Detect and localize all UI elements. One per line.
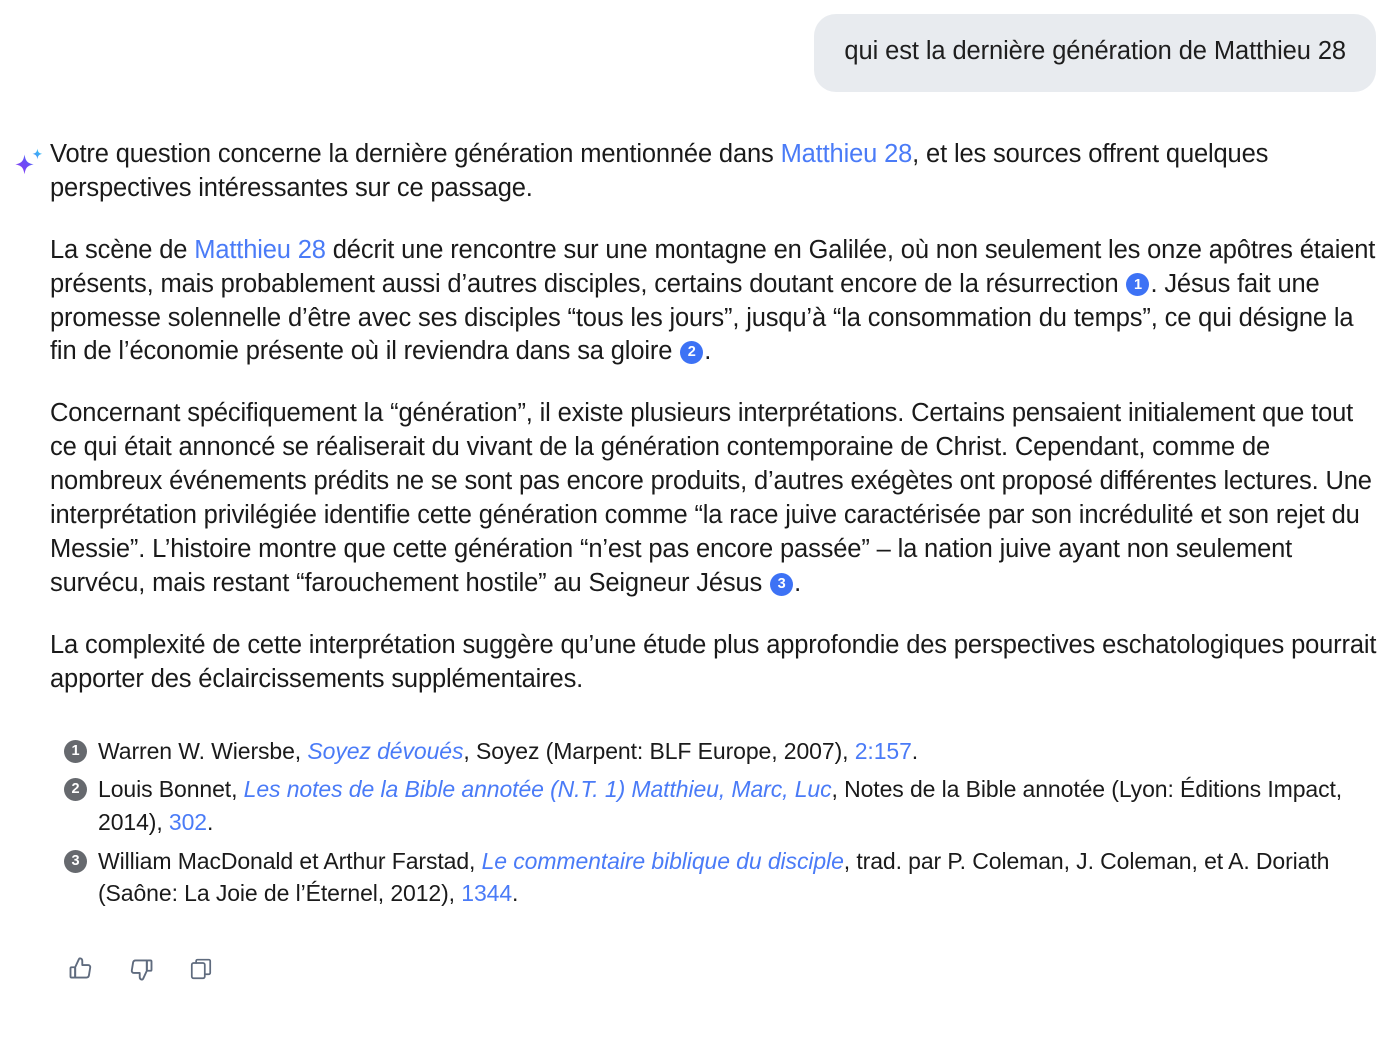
footnote-title-link[interactable]: Les notes de la Bible annotée (N.T. 1) Matthieu, Marc, Luc [243,776,832,803]
user-message-text: qui est la dernière génération de Matthieu 28 [844,37,1346,65]
footnote-text: . [911,737,919,764]
paragraph-link[interactable]: Matthieu 28 [780,139,913,168]
user-message-row [0,0,1398,92]
footnote-list [50,735,1380,910]
paragraph-text: . Jésus fait une promesse solennelle d’être avec ses disciples “tous les jours”, jusqu’à “la consommation du temps”, ce qui désigne la fin de l’économie présente où il reviendra dans sa gloire [50,269,1354,366]
inline-citation-3[interactable]: 3 [770,573,793,596]
footnote-text: . [206,808,214,835]
sparkle-icon [12,146,46,180]
copy-button[interactable] [184,952,218,986]
footnote-title-link[interactable]: Le commentaire biblique du disciple [481,847,844,874]
footnote-item [50,773,1380,838]
answer-paragraph [50,397,1380,600]
footnote-badge-1[interactable]: 1 [64,740,87,763]
paragraph-text: , et les sources offrent quelques perspectives intéressantes sur ce passage. [50,139,1269,202]
paragraph-link[interactable]: Matthieu 28 [194,235,326,264]
thumbs-down-icon [127,955,155,983]
footnote-link[interactable]: 2:157 [854,737,912,764]
answer-paragraphs [50,138,1380,697]
footnote-text: . [512,880,519,907]
assistant-answer-body [50,138,1380,986]
copy-icon [188,956,214,982]
paragraph-text: Votre question concerne la dernière génération mentionnée dans [50,139,781,168]
answer-paragraph [50,629,1380,697]
paragraph-text: . [704,337,712,366]
footnote-badge-2[interactable]: 2 [64,778,87,801]
footnote-title-link[interactable]: Soyez dévoués [307,737,464,764]
assistant-message-row [0,92,1398,986]
footnote-text: , Notes de la Bible annotée (Lyon: Éditions Impact, 2014), [98,776,1343,835]
footnote-text: Warren W. Wiersbe, [98,737,308,764]
thumbs-up-icon [67,955,95,983]
footnote-text: , trad. par P. Coleman, J. Coleman, et A. Doriath (Saône: La Joie de l’Éternel, 2012), [98,847,1330,907]
footnote-link[interactable]: 1344 [461,880,513,907]
answer-paragraph [50,234,1380,370]
footnote-text: , Soyez (Marpent: BLF Europe, 2007), [463,737,855,764]
paragraph-text: décrit une rencontre sur une montagne en Galilée, où non seulement les onze apôtres étaient présents, mais probablement aussi d’autres disciples, certains doutant encore de la résurrection [50,235,1376,298]
paragraph-text: . [794,568,802,597]
footnote-text: Louis Bonnet, [98,776,244,803]
user-message-bubble [814,14,1376,92]
inline-citation-1[interactable]: 1 [1126,273,1149,296]
footnote-badge-3[interactable]: 3 [64,850,87,873]
thumbs-up-button[interactable] [64,952,98,986]
footnote-item [50,735,1380,768]
inline-citation-2[interactable]: 2 [680,341,703,364]
paragraph-text: La scène de [50,235,195,264]
footnote-item [50,845,1380,910]
thumbs-down-button[interactable] [124,952,158,986]
footnote-text: William MacDonald et Arthur Farstad, [98,847,482,874]
answer-paragraph [50,138,1380,206]
paragraph-text: Concernant spécifiquement la “génération”, il existe plusieurs interprétations. Certains pensaient initialement que tout ce qui était annoncé se réaliserait du vivant de la génération contemporaine de Christ. Cependant, comme de nombreux événements prédits ne se sont pas encore produits, d’autres exégètes ont proposé différentes lectures. Une interprétation privilégiée identifie cette génération comme “la race juive caractérisée par son incrédulité et son rejet du Messie”. L’histoire montre que cette génération “n’est pas encore passée” – la nation juive ayant non seulement survécu, mais restant “farouchement hostile” au Seigneur Jésus [50,399,1372,597]
paragraph-text: La complexité de cette interprétation suggère qu’une étude plus approfondie des perspectives eschatologiques pourrait apporter des éclaircissements supplémentaires. [50,630,1377,693]
footnote-link[interactable]: 302 [168,808,207,835]
message-action-bar [64,952,1380,986]
